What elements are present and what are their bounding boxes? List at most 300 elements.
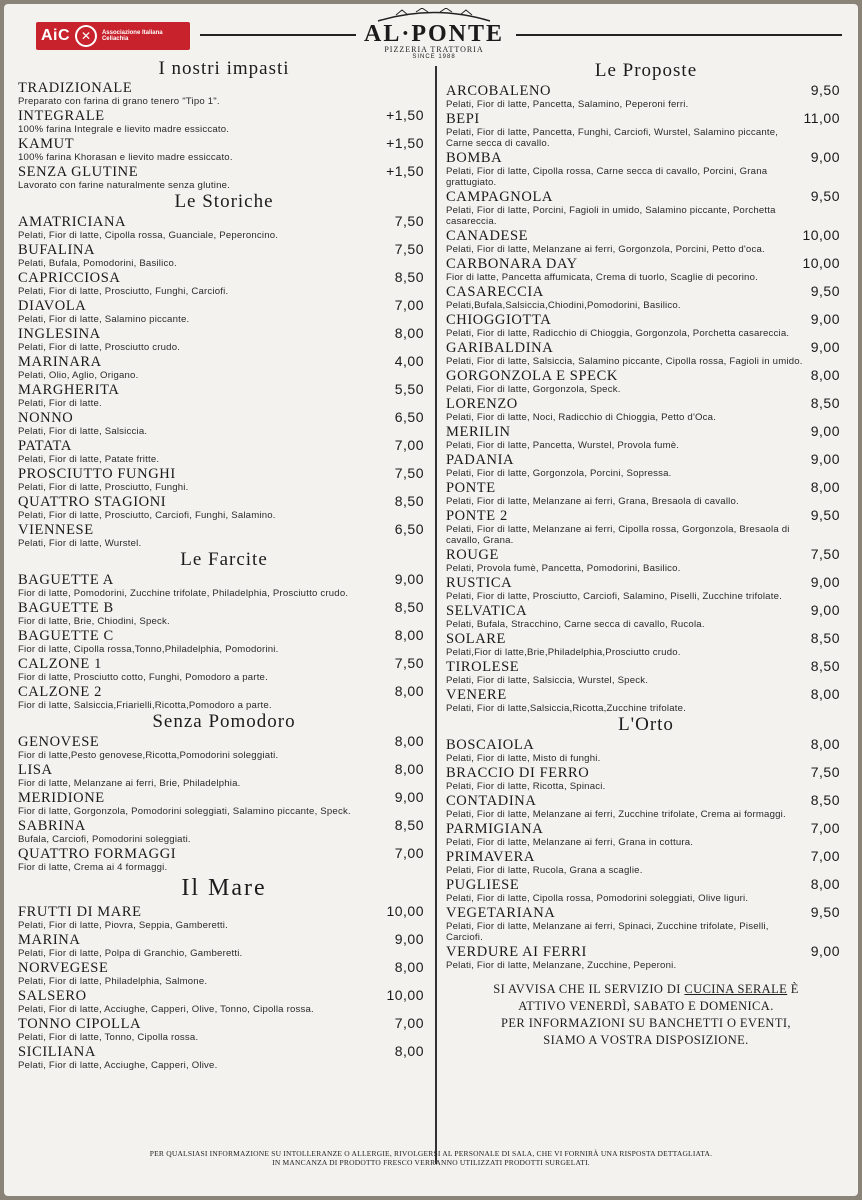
menu-item-name: ARCOBALENO <box>446 83 552 99</box>
menu-item <box>446 479 846 507</box>
menu-item <box>18 437 430 465</box>
menu-item-row <box>18 353 430 370</box>
menu-item <box>18 409 430 437</box>
menu-item-row <box>446 507 846 524</box>
menu-item-name: MERILIN <box>446 424 511 440</box>
menu-item-price: 9,50 <box>810 188 840 204</box>
menu-item-name: PARMIGIANA <box>446 821 544 837</box>
menu-item-description: Pelati,Bufala,Salsiccia,Chiodini,Pomodorini, Basilico. <box>446 300 681 311</box>
menu-item-name: GENOVESE <box>18 734 100 750</box>
menu-item-row <box>18 789 430 806</box>
menu-item <box>18 297 430 325</box>
menu-item-price: 8,50 <box>810 658 840 674</box>
menu-item <box>446 904 846 943</box>
menu-item-row <box>18 845 430 862</box>
menu-item <box>18 213 430 241</box>
menu-item-description: Pelati, Fior di latte, Polpa di Granchio, Gamberetti. <box>18 948 243 959</box>
menu-item-price: 9,00 <box>810 574 840 590</box>
menu-item-row <box>446 283 846 300</box>
menu-item-price: 8,00 <box>394 959 424 975</box>
menu-item-name: VEGETARIANA <box>446 905 556 921</box>
menu-item-row <box>18 325 430 342</box>
menu-item-row <box>18 987 430 1004</box>
menu-item-row <box>18 1015 430 1032</box>
menu-item-description: Pelati, Fior di latte, Patate fritte. <box>18 454 160 465</box>
menu-item <box>18 163 430 191</box>
menu-item-price: 7,00 <box>394 1015 424 1031</box>
menu-item-name: CAPRICCIOSA <box>18 270 121 286</box>
menu-item <box>18 599 430 627</box>
menu-item <box>446 820 846 848</box>
menu-item-name: VIENNESE <box>18 522 94 538</box>
menu-item-price: 7,50 <box>810 764 840 780</box>
menu-section <box>446 714 846 971</box>
menu-item-name: KAMUT <box>18 136 75 152</box>
menu-item-description: Pelati, Fior di latte, Piovra, Seppia, Gamberetti. <box>18 920 228 931</box>
menu-item-price: 9,00 <box>810 149 840 165</box>
menu-item-price: 7,00 <box>394 437 424 453</box>
menu-item-price: 7,00 <box>810 848 840 864</box>
menu-item-row <box>446 479 846 496</box>
menu-item-row <box>446 764 846 781</box>
menu-item-price: 7,50 <box>394 655 424 671</box>
menu-item-row <box>446 395 846 412</box>
menu-item-price: 5,50 <box>394 381 424 397</box>
notice-line-3: PER INFORMAZIONI SU BANCHETTI O EVENTI, <box>501 1016 791 1030</box>
menu-item <box>18 733 430 761</box>
menu-item-name: QUATTRO FORMAGGI <box>18 846 177 862</box>
section-title: L'Orto <box>618 714 674 735</box>
section-title: Il Mare <box>181 875 267 901</box>
menu-item-row <box>446 602 846 619</box>
menu-item <box>446 546 846 574</box>
menu-item-name: CHIOGGIOTTA <box>446 312 552 328</box>
menu-item <box>446 188 846 227</box>
menu-item-description: Pelati, Fior di latte, Acciughe, Capperi, Olive. <box>18 1060 218 1071</box>
menu-item-row <box>446 943 846 960</box>
menu-item-description: Pelati, Bufala, Stracchino, Carne secca di cavallo, Rucola. <box>446 619 705 630</box>
menu-item-name: TIROLESE <box>446 659 520 675</box>
menu-item-name: CALZONE 1 <box>18 656 102 672</box>
menu-item-description: Pelati, Fior di latte, Melanzane ai ferri, Grana, Bresaola di cavallo. <box>446 496 739 507</box>
menu-item-name: LISA <box>18 762 53 778</box>
menu-item-price: 7,00 <box>394 845 424 861</box>
menu-item-price: 9,00 <box>810 602 840 618</box>
menu-item <box>18 353 430 381</box>
menu-item <box>446 736 846 764</box>
menu-item-description: Fior di latte, Pancetta affumicata, Crema di tuorlo, Scaglie di pecorino. <box>446 272 758 283</box>
menu-item <box>18 571 430 599</box>
menu-item <box>18 1043 430 1071</box>
menu-item-row <box>18 817 430 834</box>
menu-item-row <box>18 1043 430 1060</box>
menu-item-row <box>18 107 430 124</box>
menu-item <box>446 423 846 451</box>
menu-item <box>446 943 846 971</box>
notice-underlined: CUCINA SERALE <box>684 982 788 996</box>
menu-item-row <box>18 521 430 538</box>
menu-item-row <box>446 904 846 921</box>
menu-item-name: LORENZO <box>446 396 518 412</box>
menu-item-price: 8,50 <box>394 599 424 615</box>
menu-item-price: 8,00 <box>394 325 424 341</box>
menu-item-name: AMATRICIANA <box>18 214 127 230</box>
menu-item <box>18 683 430 711</box>
menu-item-name: PRIMAVERA <box>446 849 535 865</box>
menu-item-description: 100% farina Khorasan e lievito madre essiccato. <box>18 152 233 163</box>
menu-item-description: Bufala, Carciofi, Pomodorini soleggiati. <box>18 834 191 845</box>
menu-item-row <box>18 903 430 920</box>
menu-item <box>446 507 846 546</box>
menu-item-description: Pelati, Fior di latte, Prosciutto crudo. <box>18 342 181 353</box>
menu-item-description: Fior di latte, Brie, Chiodini, Speck. <box>18 616 170 627</box>
menu-item-description: Pelati, Fior di latte, Cipolla rossa, Carne secca di cavallo, Porcini, Grana grattugiato. <box>446 166 768 188</box>
menu-item <box>446 339 846 367</box>
menu-item-row <box>446 876 846 893</box>
menu-item <box>446 395 846 423</box>
notice-line-1 <box>446 981 846 998</box>
menu-item-price: 10,00 <box>802 227 840 243</box>
menu-item <box>446 283 846 311</box>
menu-item <box>18 241 430 269</box>
section-title: Le Proposte <box>594 60 698 81</box>
menu-item-description: Pelati, Fior di latte, Noci, Radicchio di Chioggia, Petto d'Oca. <box>446 412 717 423</box>
menu-item-row <box>446 792 846 809</box>
menu-item-name: CONTADINA <box>446 793 537 809</box>
menu-section <box>446 60 846 714</box>
menu-item-name: ROUGE <box>446 547 499 563</box>
menu-item-price: 10,00 <box>802 255 840 271</box>
menu-item-price: +1,50 <box>386 135 424 151</box>
menu-item-description: Pelati, Fior di latte, Pancetta, Wurstel, Provola fumè. <box>446 440 680 451</box>
menu-item-description: Pelati, Fior di latte, Salsiccia, Wurstel, Speck. <box>446 675 649 686</box>
menu-item-description: Pelati, Fior di latte, Cipolla rossa, Pomodorini soleggiati, Olive liguri. <box>446 893 749 904</box>
menu-item-row <box>446 339 846 356</box>
menu-item-name: PUGLIESE <box>446 877 520 893</box>
menu-item <box>18 761 430 789</box>
menu-item <box>18 493 430 521</box>
menu-item-name: BAGUETTE C <box>18 628 114 644</box>
menu-item-description: Fior di latte, Melanzane ai ferri, Brie, Philadelphia. <box>18 778 241 789</box>
menu-item-description: Pelati, Fior di latte, Wurstel. <box>18 538 142 549</box>
menu-item <box>446 686 846 714</box>
menu-item-row <box>446 149 846 166</box>
menu-item-name: BEPI <box>446 111 480 127</box>
menu-item-price: 9,00 <box>810 943 840 959</box>
menu-item-price: 8,00 <box>810 876 840 892</box>
menu-item-name: MERIDIONE <box>18 790 105 806</box>
menu-item-row <box>446 451 846 468</box>
menu-item-description: Fior di latte,Pesto genovese,Ricotta,Pomodorini soleggiati. <box>18 750 279 761</box>
footer-line-2: IN MANCANZA DI PRODOTTO FRESCO VERRANNO UTILIZZATI PRODOTTI SURGELATI. <box>272 1158 590 1167</box>
menu-item-row <box>446 546 846 563</box>
notice-line-1-pre: SI AVVISA CHE IL SERVIZIO DI <box>493 982 685 996</box>
menu-item-row <box>446 255 846 272</box>
header-rule-right <box>516 34 842 36</box>
menu-item <box>446 792 846 820</box>
menu-item-description: Pelati, Fior di latte, Pancetta, Funghi, Carciofi, Wurstel, Salamino piccante, Carne secca di cavallo. <box>446 127 779 149</box>
aic-label: AiC <box>41 27 71 44</box>
menu-item-description: Pelati, Bufala, Pomodorini, Basilico. <box>18 258 177 269</box>
menu-item-price: 8,00 <box>810 686 840 702</box>
menu-item-price: 9,00 <box>810 451 840 467</box>
menu-item-description: Pelati, Fior di latte, Prosciutto, Carciofi, Salamino, Piselli, Zucchine trifolate. <box>446 591 782 602</box>
menu-item-price: 8,50 <box>394 269 424 285</box>
menu-item-price: 6,50 <box>394 521 424 537</box>
menu-item-description: Pelati, Fior di latte, Melanzane ai ferri, Gorgonzola, Porcini, Petto d'oca. <box>446 244 765 255</box>
menu-item-price: 10,00 <box>386 903 424 919</box>
menu-item-name: RUSTICA <box>446 575 513 591</box>
menu-item-description: Pelati, Fior di latte, Cipolla rossa, Guanciale, Peperoncino. <box>18 230 279 241</box>
menu-item-description: Pelati, Fior di latte, Prosciutto, Funghi. <box>18 482 189 493</box>
menu-item-description: Fior di latte, Salsiccia,Friarielli,Ricotta,Pomodoro a parte. <box>18 700 272 711</box>
brand-subtitle: PIZZERIA TRATTORIA <box>384 45 484 54</box>
menu-item <box>446 630 846 658</box>
menu-item-name: SABRINA <box>18 818 86 834</box>
menu-item-price: 8,00 <box>394 627 424 643</box>
menu-item <box>446 602 846 630</box>
menu-item-name: CARBONARA DAY <box>446 256 578 272</box>
menu-item-row <box>18 959 430 976</box>
menu-item-price: 9,00 <box>394 789 424 805</box>
menu-item-name: TONNO CIPOLLA <box>18 1016 142 1032</box>
menu-item-name: NONNO <box>18 410 74 426</box>
menu-item-description: Pelati, Fior di latte, Melanzane ai ferri, Spinaci, Zucchine trifolate, Piselli, Carciofi. <box>446 921 769 943</box>
menu-item-row <box>18 599 430 616</box>
menu-item-row <box>446 574 846 591</box>
notice-line-2: ATTIVO VENERDÌ, SABATO E DOMENICA. <box>518 999 774 1013</box>
menu-item-name: CANADESE <box>446 228 529 244</box>
menu-item-description: Pelati, Fior di latte, Tonno, Cipolla rossa. <box>18 1032 199 1043</box>
menu-item-row <box>446 686 846 703</box>
menu-item-row <box>18 465 430 482</box>
menu-item <box>18 817 430 845</box>
menu-item-description: Pelati, Fior di latte, Melanzane ai ferri, Grana in cottura. <box>446 837 694 848</box>
menu-item-name: INGLESINA <box>18 326 101 342</box>
menu-item-name: MARGHERITA <box>18 382 120 398</box>
menu-item-row <box>18 269 430 286</box>
menu-item-description: Fior di latte, Cipolla rossa,Tonno,Philadelphia, Pomodorini. <box>18 644 279 655</box>
menu-page <box>4 4 858 1196</box>
menu-item-name: TRADIZIONALE <box>18 80 133 96</box>
menu-item-row <box>446 423 846 440</box>
menu-item-description: Pelati, Olio, Aglio, Origano. <box>18 370 139 381</box>
menu-item-price: 8,00 <box>394 1043 424 1059</box>
menu-item-price: 9,50 <box>810 507 840 523</box>
menu-item-row <box>18 297 430 314</box>
menu-item-price: 7,50 <box>394 241 424 257</box>
menu-item-name: PROSCIUTTO FUNGHI <box>18 466 176 482</box>
menu-item <box>446 451 846 479</box>
menu-item <box>446 848 846 876</box>
menu-item-name: BUFALINA <box>18 242 96 258</box>
menu-item-price: 8,50 <box>810 395 840 411</box>
menu-item-row <box>18 381 430 398</box>
menu-item-price: 10,00 <box>386 987 424 1003</box>
section-title: Le Storiche <box>174 191 274 212</box>
section-title: Le Farcite <box>180 549 268 570</box>
menu-item-row <box>446 367 846 384</box>
menu-item-name: BAGUETTE B <box>18 600 114 616</box>
menu-item-name: SELVATICA <box>446 603 528 619</box>
menu-item-name: QUATTRO STAGIONI <box>18 494 167 510</box>
menu-item <box>18 269 430 297</box>
menu-item-name: CASARECCIA <box>446 284 544 300</box>
menu-item <box>18 107 430 135</box>
menu-item-description: Pelati, Fior di latte, Gorgonzola, Porcini, Sopressa. <box>446 468 672 479</box>
menu-item-description: Pelati, Fior di latte, Pancetta, Salamino, Peperoni ferri. <box>446 99 689 110</box>
menu-item-name: BRACCIO DI FERRO <box>446 765 590 781</box>
menu-item-row <box>446 630 846 647</box>
menu-section <box>18 549 430 711</box>
menu-item-price: 8,00 <box>810 736 840 752</box>
menu-item-price: 11,00 <box>803 110 840 126</box>
menu-item <box>18 627 430 655</box>
menu-item-description: Pelati, Fior di latte, Acciughe, Capperi, Olive, Tonno, Cipolla rossa. <box>18 1004 314 1015</box>
menu-item-price: 8,50 <box>810 792 840 808</box>
menu-item-price: 9,50 <box>810 283 840 299</box>
menu-item-price: 8,00 <box>810 479 840 495</box>
menu-item-price: 7,50 <box>394 213 424 229</box>
menu-item-description: Pelati, Fior di latte, Misto di funghi. <box>446 753 601 764</box>
menu-item-description: Pelati, Fior di latte,Salsiccia,Ricotta,Zucchine trifolate. <box>446 703 687 714</box>
menu-item-price: 4,00 <box>394 353 424 369</box>
menu-item-row <box>18 655 430 672</box>
menu-item-description: Pelati, Fior di latte, Radicchio di Chioggia, Gorgonzola, Porchetta casareccia. <box>446 328 790 339</box>
evening-service-notice <box>446 981 846 1049</box>
menu-item-description: Fior di latte, Crema ai 4 formaggi. <box>18 862 168 873</box>
menu-item-name: SALSERO <box>18 988 87 1004</box>
menu-header <box>4 4 858 64</box>
menu-item-name: VERDURE AI FERRI <box>446 944 587 960</box>
menu-item <box>446 255 846 283</box>
right-column <box>446 60 846 1049</box>
menu-item-name: FRUTTI DI MARE <box>18 904 142 920</box>
menu-item-description: Pelati, Fior di latte, Philadelphia, Salmone. <box>18 976 208 987</box>
menu-item-price: 7,00 <box>394 297 424 313</box>
menu-item <box>18 80 430 107</box>
menu-item <box>18 325 430 353</box>
menu-item-description: Pelati, Fior di latte. <box>18 398 102 409</box>
menu-section <box>18 873 430 1071</box>
menu-item <box>446 82 846 110</box>
aic-sub: Associazione Italiana Celiachia <box>101 30 163 42</box>
menu-item-description: Pelati, Fior di latte, Porcini, Fagioli in umido, Salamino piccante, Porchetta casareccia. <box>446 205 776 227</box>
section-title: I nostri impasti <box>158 58 290 79</box>
menu-item-price: 8,50 <box>394 817 424 833</box>
menu-item-description: Pelati,Fior di latte,Brie,Philadelphia,Prosciutto crudo. <box>446 647 681 658</box>
menu-item <box>446 110 846 149</box>
menu-item-description: Fior di latte, Gorgonzola, Pomodorini soleggiati, Salamino piccante, Speck. <box>18 806 351 817</box>
menu-section <box>18 191 430 549</box>
menu-item-row <box>18 135 430 152</box>
menu-item-name: SENZA GLUTINE <box>18 164 139 180</box>
brand-name: AL·PONTE <box>364 21 505 47</box>
menu-section <box>18 58 430 191</box>
right-sections <box>446 60 846 971</box>
menu-item-name: GORGONZOLA E SPECK <box>446 368 618 384</box>
menu-item-name: CAMPAGNOLA <box>446 189 553 205</box>
menu-item-description: Pelati, Fior di latte, Prosciutto, Carciofi, Funghi, Salamino. <box>18 510 276 521</box>
menu-item-description: Pelati, Fior di latte, Ricotta, Spinaci. <box>446 781 606 792</box>
menu-item-row <box>18 163 430 180</box>
menu-item-row <box>18 931 430 948</box>
menu-item-price: 9,00 <box>810 311 840 327</box>
menu-item <box>446 658 846 686</box>
menu-item-row <box>18 571 430 588</box>
menu-item-description: Pelati, Fior di latte, Melanzane ai ferri, Zucchine trifolate, Crema ai formaggi. <box>446 809 786 820</box>
menu-item <box>446 764 846 792</box>
menu-item-description: Pelati, Fior di latte, Rucola, Grana a scaglie. <box>446 865 643 876</box>
menu-item-name: SICILIANA <box>18 1044 96 1060</box>
menu-item-row <box>18 437 430 454</box>
menu-item-description: Fior di latte, Pomodorini, Zucchine trifolate, Philadelphia, Prosciutto crudo. <box>18 588 349 599</box>
menu-item <box>18 903 430 931</box>
menu-item-name: BOMBA <box>446 150 503 166</box>
menu-item-price: 8,00 <box>394 761 424 777</box>
footer-line-1: PER QUALSIASI INFORMAZIONE SU INTOLLERANZE O ALLERGIE, RIVOLGERSI AL PERSONALE DI SALA, CHE VI FORNIRÀ UNA RISPOSTA DETTAGLIATA. <box>149 1149 713 1158</box>
menu-item <box>18 789 430 817</box>
menu-item-price: 8,00 <box>394 733 424 749</box>
column-divider <box>435 66 437 1164</box>
menu-item-name: INTEGRALE <box>18 108 105 124</box>
brand-since: SINCE 1988 <box>412 54 456 60</box>
menu-item-name: CALZONE 2 <box>18 684 102 700</box>
menu-item-name: MARINARA <box>18 354 102 370</box>
menu-item <box>18 381 430 409</box>
menu-item <box>18 135 430 163</box>
menu-item-price: 8,50 <box>394 493 424 509</box>
menu-item-row <box>18 213 430 230</box>
menu-item <box>446 367 846 395</box>
menu-item-name: BAGUETTE A <box>18 572 114 588</box>
menu-item <box>446 227 846 255</box>
menu-item-description: Pelati, Fior di latte, Melanzane ai ferri, Cipolla rossa, Gorgonzola, Bresaola di cavallo, Grana. <box>446 524 790 546</box>
menu-item-row <box>18 683 430 700</box>
menu-item-name: BOSCAIOLA <box>446 737 535 753</box>
menu-item-description: Fior di latte, Prosciutto cotto, Funghi, Pomodoro a parte. <box>18 672 268 683</box>
menu-item <box>18 987 430 1015</box>
menu-item <box>18 465 430 493</box>
menu-item-description: Pelati, Fior di latte, Salsiccia. <box>18 426 148 437</box>
header-rule-left <box>200 34 356 36</box>
menu-item <box>446 876 846 904</box>
menu-item <box>18 845 430 873</box>
menu-item <box>18 959 430 987</box>
menu-item-row <box>18 409 430 426</box>
menu-item-name: PADANIA <box>446 452 515 468</box>
menu-item <box>18 655 430 683</box>
notice-line-1-post: È <box>787 982 799 996</box>
menu-item-price: 6,50 <box>394 409 424 425</box>
menu-item-name: PONTE <box>446 480 496 496</box>
menu-item <box>18 931 430 959</box>
notice-line-4: SIAMO A VOSTRA DISPOSIZIONE. <box>543 1033 749 1047</box>
menu-item-price: 9,00 <box>394 571 424 587</box>
menu-item-description: Lavorato con farine naturalmente senza glutine. <box>18 180 231 191</box>
menu-item-description: Pelati, Fior di latte, Gorgonzola, Speck. <box>446 384 621 395</box>
menu-item-price: 9,50 <box>810 904 840 920</box>
menu-item-description: Pelati, Provola fumè, Pancetta, Pomodorini, Basilico. <box>446 563 681 574</box>
menu-item-price: 9,00 <box>394 931 424 947</box>
menu-item-price: 7,50 <box>394 465 424 481</box>
left-column <box>18 58 430 1071</box>
menu-item-row <box>18 627 430 644</box>
menu-item-row <box>18 493 430 510</box>
menu-item-price: 9,00 <box>810 423 840 439</box>
menu-item-price: 7,50 <box>810 546 840 562</box>
menu-item-name: SOLARE <box>446 631 506 647</box>
